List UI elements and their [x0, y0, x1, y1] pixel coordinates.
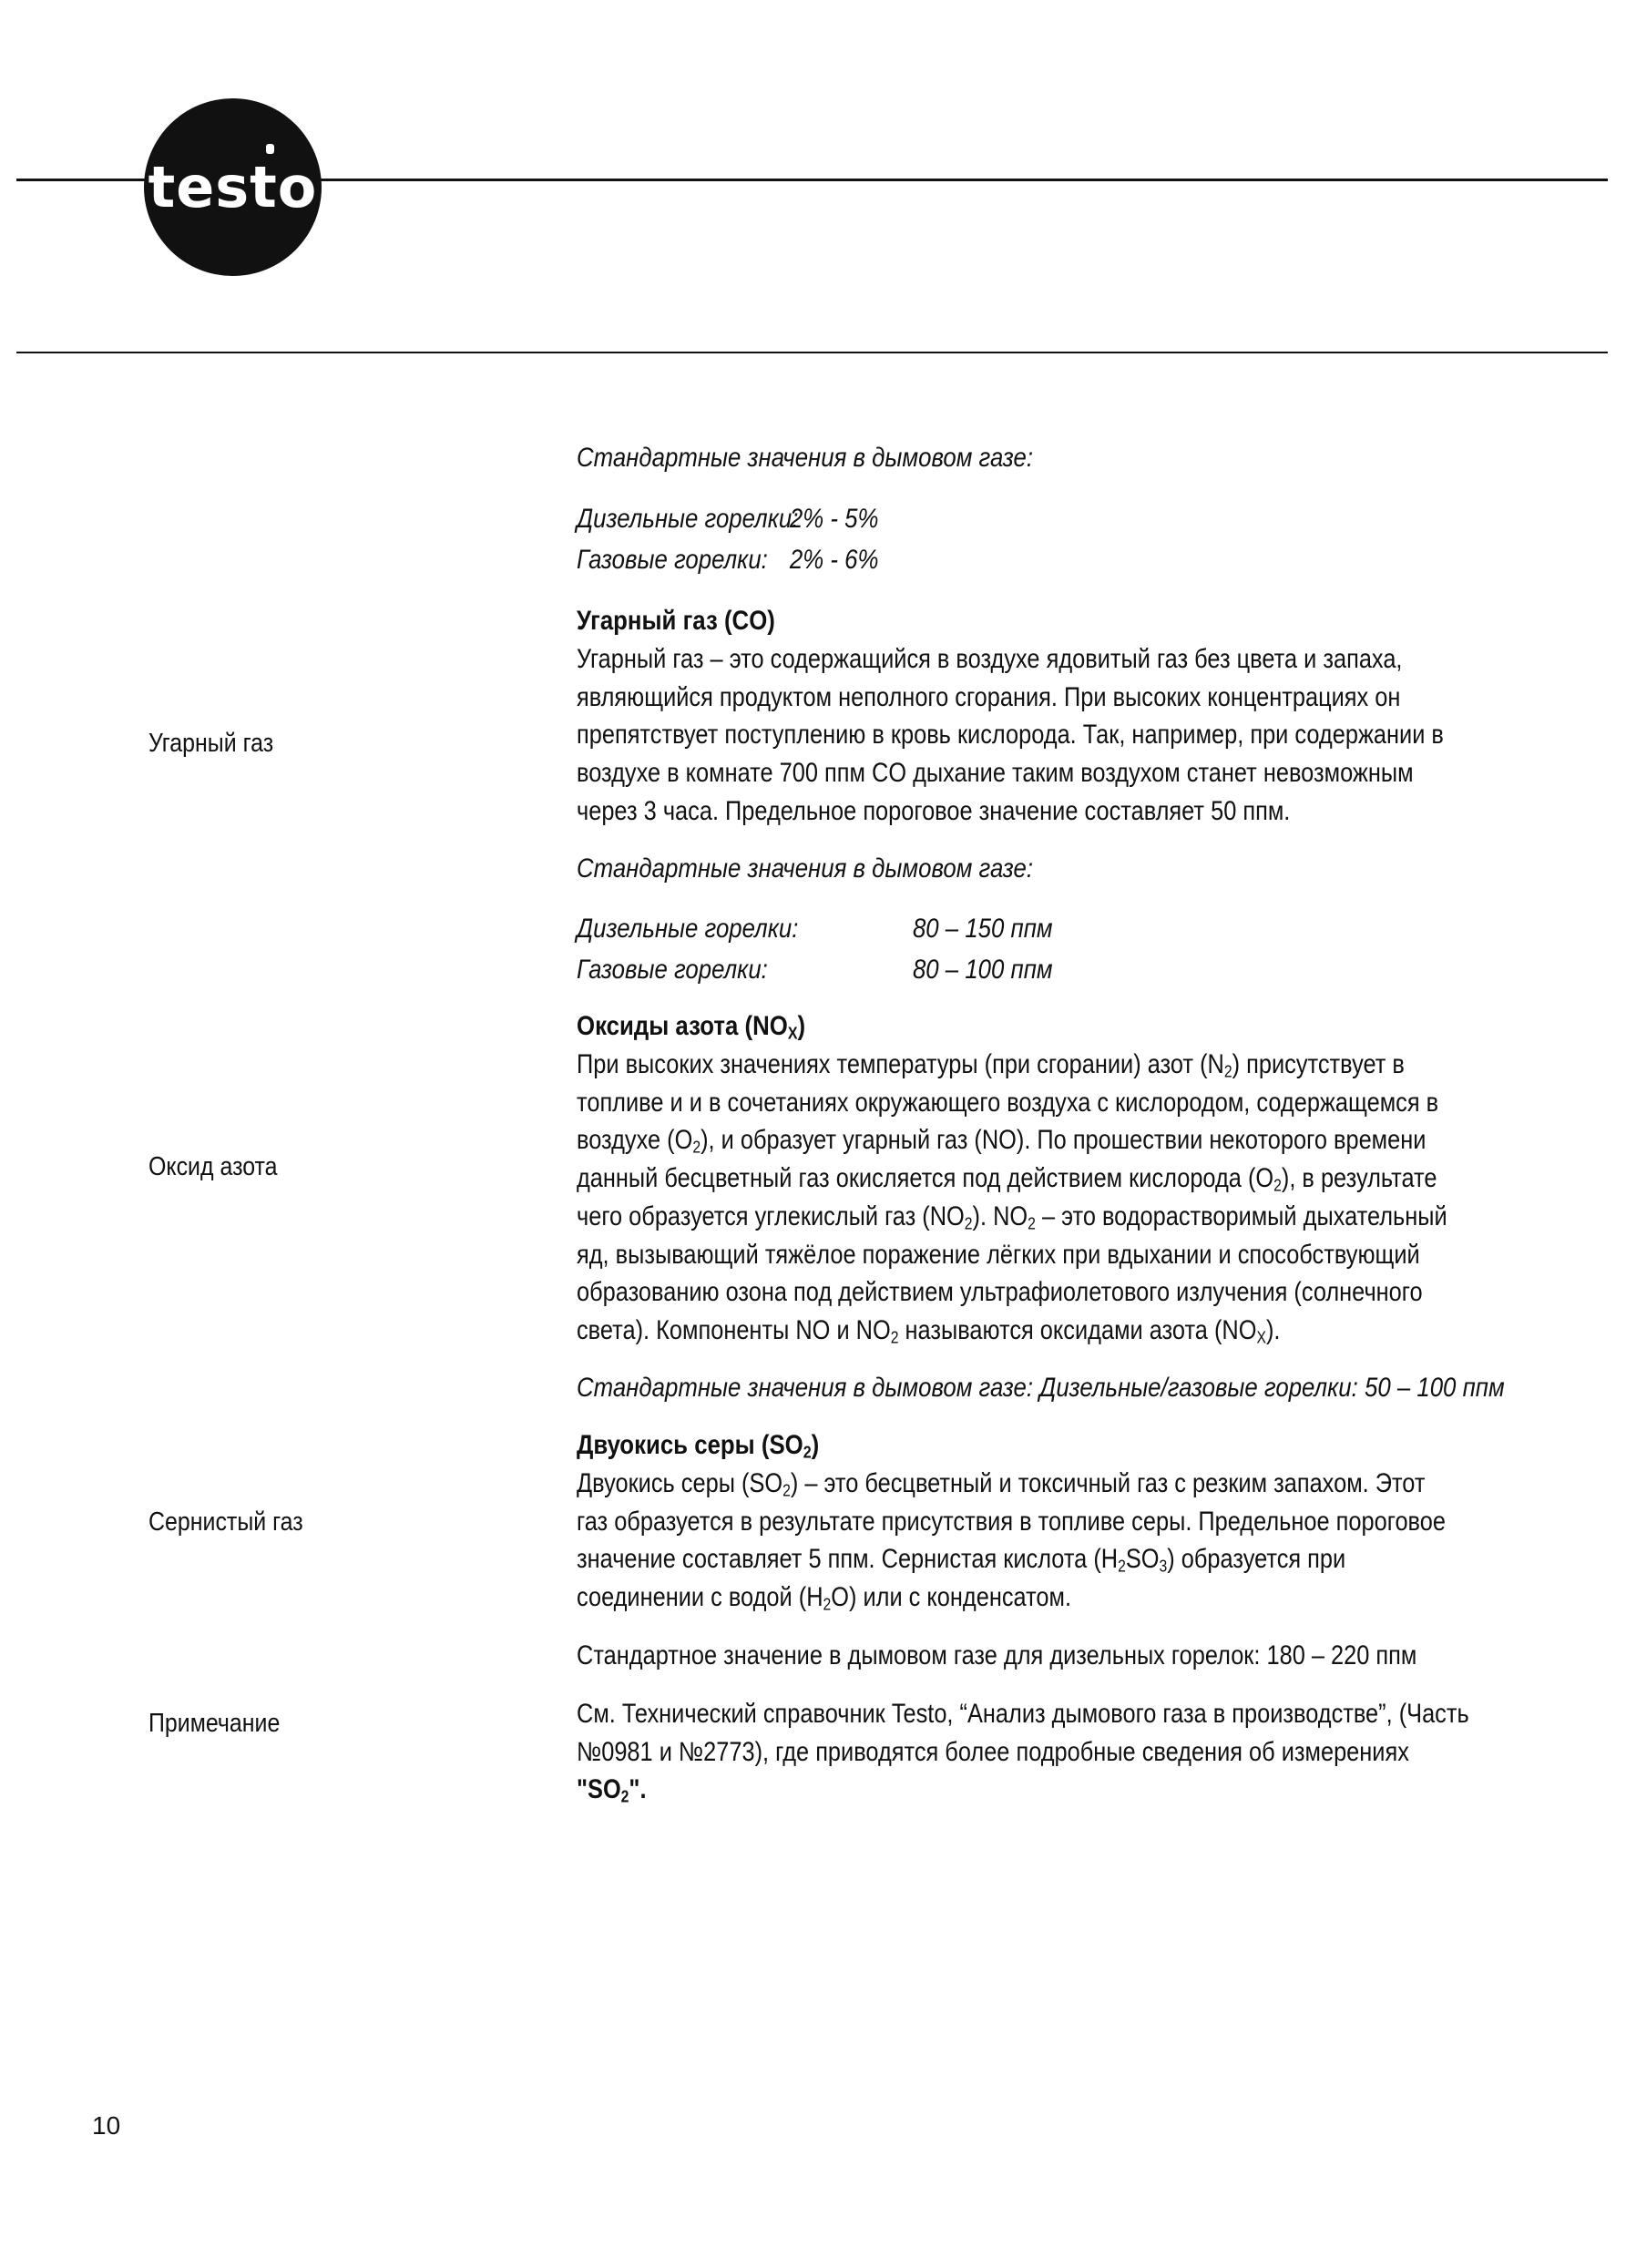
text: значение составляет 5 ппм. Сернистая кислота (H — [577, 1544, 1119, 1575]
note-line: №0981 и №2773), где приводятся более подробные сведения об измерениях — [577, 1736, 1409, 1767]
so2-paragraph — [577, 1465, 1564, 1617]
sub: 2 — [692, 1137, 701, 1157]
text: ). — [1265, 1314, 1281, 1345]
co-row-value: 80 – 150 ппм — [912, 914, 1053, 944]
sub: 2 — [964, 1213, 973, 1233]
nox-line — [577, 1312, 1564, 1350]
nox-heading — [577, 1011, 1564, 1042]
co-paragraph — [577, 640, 1564, 831]
header-divider — [16, 352, 1608, 353]
logo-text: testo — [148, 154, 318, 220]
sub: 2 — [1118, 1556, 1126, 1576]
text: ". — [629, 1774, 647, 1805]
text: ) – это бесцветный и токсичный газ с резким запахом. Этот — [790, 1468, 1426, 1498]
text: ), и образует угарный газ (NO). По прошествии некоторого времени — [701, 1125, 1427, 1156]
text: ), в результате — [1281, 1163, 1437, 1194]
o2-row-label: Дизельные горелки: — [577, 504, 799, 534]
sub: 3 — [1159, 1556, 1168, 1576]
nox-paragraph — [577, 1046, 1564, 1350]
sidebar-label-note: Примечание — [148, 1709, 281, 1738]
text: данный бесцветный газ окисляется под действием кислорода (O — [577, 1163, 1274, 1194]
sub: 2 — [1028, 1213, 1036, 1233]
co-line: через 3 часа. Предельное пороговое значение составляет 50 ппм. — [577, 795, 1291, 826]
so2-line: газ образуется в результате присутствия в топливе серы. Предельное пороговое — [577, 1506, 1446, 1537]
so2-heading — [577, 1430, 1564, 1461]
sidebar-label-nox: Оксид азота — [148, 1152, 278, 1181]
nox-standards: Стандартные значения в дымовом газе: Дизельные/газовые горелки: 50 – 100 ппм — [577, 1373, 1505, 1403]
co-row-diesel — [577, 914, 1053, 945]
nox-line: яд, вызывающий тяжёлое поражение лёгких при вдыхании и способствующий — [577, 1239, 1420, 1270]
so2-line — [577, 1578, 1564, 1617]
page-number: 10 — [92, 2111, 121, 2140]
text: света). Компоненты NO и NO — [577, 1314, 891, 1345]
co-row-label: Газовые горелки: — [577, 955, 768, 985]
nox-line — [577, 1198, 1564, 1236]
sub: 2 — [1273, 1175, 1282, 1195]
so2-heading-end: ) — [811, 1430, 820, 1460]
so2-line — [577, 1465, 1564, 1503]
text: "SO — [577, 1774, 621, 1805]
co-standards-caption: Стандартные значения в дымовом газе: — [577, 853, 1034, 884]
text: O) или с конденсатом. — [831, 1582, 1072, 1613]
header-rule-right — [314, 179, 1608, 181]
co-line: препятствует поступлению в кровь кислорода. Так, например, при содержании в — [577, 720, 1444, 751]
text: – это водорастворимый дыхательный — [1035, 1200, 1447, 1231]
sub: 2 — [890, 1327, 899, 1347]
note-line — [577, 1771, 1564, 1809]
o2-row-gas — [577, 545, 879, 576]
sub: 2 — [823, 1594, 832, 1614]
text: При высоких значениях температуры (при сгорании) азот (N — [577, 1049, 1224, 1079]
text: ). NO — [972, 1200, 1028, 1231]
text: соединении с водой (H — [577, 1582, 823, 1613]
nox-line: образованию озона под действием ультрафиолетового излучения (солнечного — [577, 1277, 1423, 1308]
sidebar-label-so2: Сернистый газ — [148, 1507, 303, 1537]
co-heading: Угарный газ (CO) — [577, 606, 775, 636]
testo-logo — [144, 98, 322, 276]
co-row-value: 80 – 100 ппм — [912, 955, 1053, 985]
sub: 2 — [1223, 1061, 1232, 1081]
o2-row-value: 2% - 6% — [789, 545, 879, 575]
text: SO — [1125, 1544, 1160, 1575]
nox-line: топливе и и в сочетаниях окружающего воздуха с кислородом, содержащемся в — [577, 1087, 1439, 1118]
nox-heading-text: Оксиды азота (NO — [577, 1011, 788, 1041]
o2-row-diesel — [577, 504, 879, 535]
o2-row-label: Газовые горелки: — [577, 545, 768, 575]
so2-heading-sub: 2 — [803, 1442, 812, 1462]
nox-line — [577, 1160, 1564, 1198]
note-line: См. Технический справочник Testo, “Анализ дымового газа в производстве”, (Часть — [577, 1699, 1469, 1729]
text: называются оксидами азота (NO — [898, 1314, 1257, 1345]
note-paragraph — [577, 1695, 1564, 1809]
sub: 2 — [620, 1786, 629, 1806]
nox-heading-sub: X — [787, 1023, 798, 1043]
co-row-gas — [577, 955, 1053, 986]
logo-mark-icon — [266, 144, 274, 154]
nox-heading-end: ) — [797, 1011, 806, 1041]
text: воздухе (O — [577, 1125, 693, 1156]
so2-line — [577, 1540, 1564, 1578]
co-line: являющийся продуктом неполного сгорания. При высоких концентрациях он — [577, 681, 1401, 712]
nox-line — [577, 1121, 1564, 1160]
header-rule-left — [16, 179, 148, 181]
text: чего образуется углекислый газ (NO — [577, 1200, 965, 1231]
sub: X — [1256, 1327, 1266, 1347]
o2-row-value: 2% - 5% — [789, 504, 879, 534]
so2-standard: Стандартное значение в дымовом газе для дизельных горелок: 180 – 220 ппм — [577, 1640, 1417, 1670]
so2-heading-text: Двуокись серы (SO — [577, 1430, 803, 1460]
sub: 2 — [782, 1480, 791, 1500]
co-row-label: Дизельные горелки: — [577, 914, 799, 944]
co-line: воздухе в комнате 700 ппм CO дыхание таким воздухом станет невозможным — [577, 758, 1414, 789]
text: Двуокись серы (SO — [577, 1468, 783, 1498]
sidebar-label-co: Угарный газ — [148, 729, 274, 758]
o2-standards-caption: Стандартные значения в дымовом газе: — [577, 443, 1034, 473]
text: ) присутствует в — [1232, 1049, 1405, 1079]
text: ) образуется при — [1167, 1544, 1346, 1575]
co-line: Угарный газ – это содержащийся в воздухе ядовитый газ без цвета и запаха, — [577, 644, 1403, 674]
nox-line — [577, 1046, 1564, 1084]
